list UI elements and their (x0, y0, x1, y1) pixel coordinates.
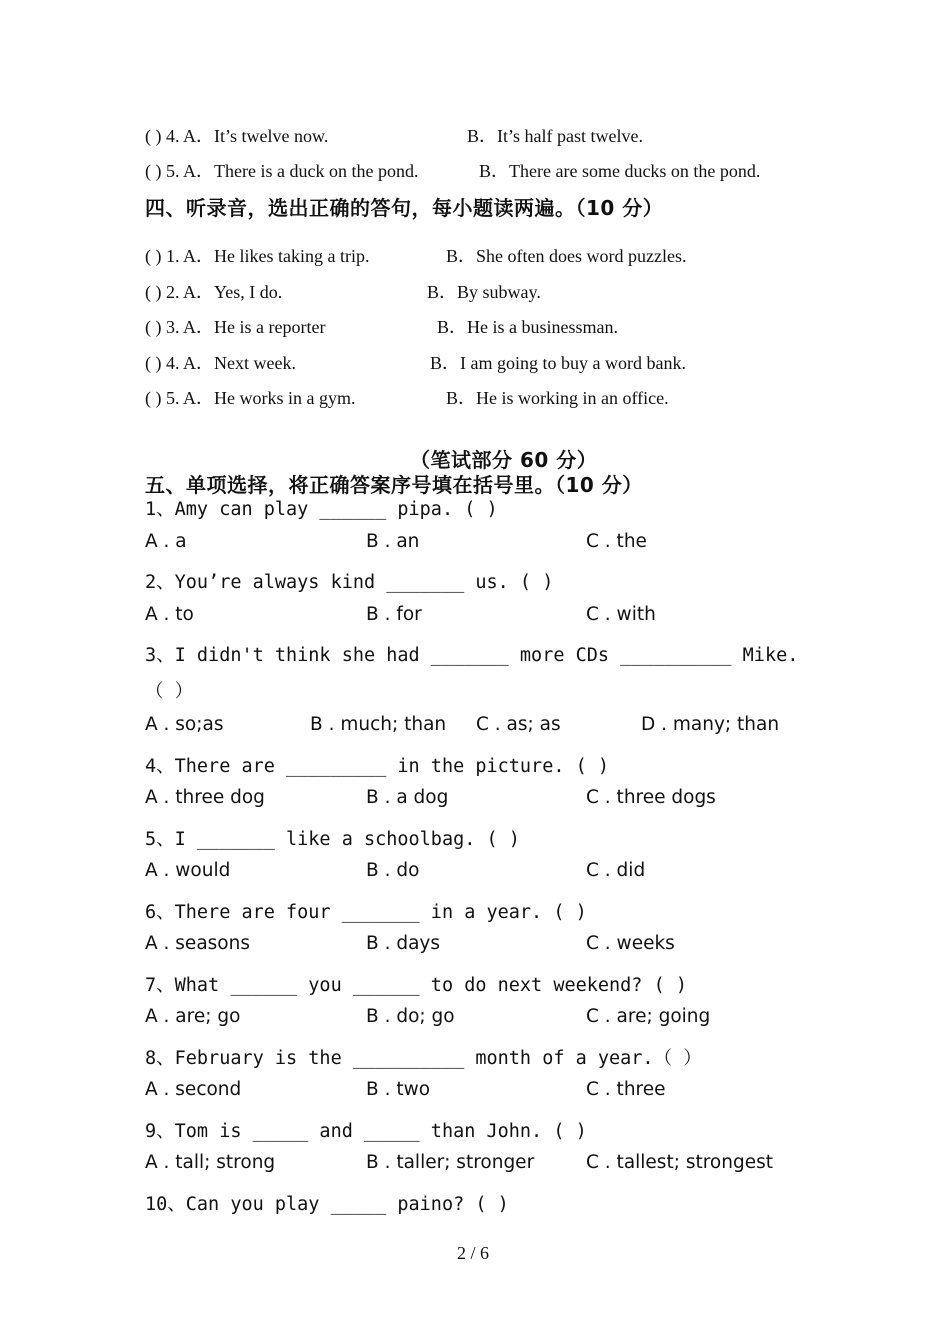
answer-paren[interactable]: ( ) 2. (145, 282, 180, 302)
section-5-title: 五、单项选择，将正确答案序号填在括号里。（10 分） (145, 473, 643, 497)
question-9: 9、Tom is _____ and _____ than John. ( ) (145, 1121, 587, 1142)
option-b: B．I am going to buy a word bank. (430, 353, 686, 373)
option-b: B．He is a businessman. (437, 317, 618, 337)
answer-paren[interactable]: ( ) 1. (145, 246, 180, 266)
question-3: 3、I didn't think she had _______ more CDs __________ Mike. (145, 645, 799, 666)
option-c[interactable]: C . three (586, 1079, 666, 1100)
option-b: B．It’s half past twelve. (467, 126, 643, 146)
answer-paren[interactable]: ( ) 5. (145, 388, 180, 408)
option-b[interactable]: B . taller; stronger (366, 1152, 535, 1173)
written-part-title: （笔试部分 60 分） (410, 448, 598, 472)
option-b[interactable]: B . much; than (310, 714, 447, 735)
listening-item (145, 122, 328, 148)
question-8: 8、February is the __________ month of a year.（ ） (145, 1048, 702, 1069)
question-5: 5、I _______ like a schoolbag. ( ) (145, 829, 520, 850)
question-2: 2、You’re always kind _______ us. ( ) (145, 572, 554, 593)
listening-item (145, 242, 369, 268)
option-c[interactable]: C . as; as (476, 714, 561, 735)
listening-item (145, 349, 296, 375)
option-b: B．There are some ducks on the pond. (479, 161, 761, 181)
option-b: B．He is working in an office. (446, 388, 669, 408)
option-a: A．There is a duck on the pond. (183, 161, 419, 181)
option-c[interactable]: C . tallest; strongest (586, 1152, 773, 1173)
option-a[interactable]: A . would (145, 860, 231, 881)
option-c[interactable]: C . weeks (586, 933, 675, 954)
option-a[interactable]: A . so;as (145, 714, 224, 735)
answer-paren[interactable]: ( ) 5. (145, 161, 180, 181)
option-a[interactable]: A . are; go (145, 1006, 241, 1027)
option-a: A．He is a reporter (183, 317, 326, 337)
option-d[interactable]: D . many; than (641, 714, 780, 735)
option-a: A．He likes taking a trip. (183, 246, 370, 266)
page-number: 2 / 6 (457, 1243, 490, 1263)
option-b[interactable]: B . days (366, 933, 440, 954)
option-a[interactable]: A . tall; strong (145, 1152, 276, 1173)
option-c[interactable]: C . did (586, 860, 646, 881)
option-c[interactable]: C . three dogs (586, 787, 716, 808)
option-b[interactable]: B . a dog (366, 787, 449, 808)
option-a[interactable]: A . to (145, 604, 194, 625)
option-b[interactable]: B . two (366, 1079, 431, 1100)
listening-item (145, 313, 325, 339)
option-c[interactable]: C . the (586, 531, 647, 552)
answer-paren[interactable]: （ ） (145, 681, 194, 702)
listening-item (145, 157, 418, 183)
answer-paren[interactable]: ( ) 4. (145, 126, 180, 146)
option-b: B．She often does word puzzles. (446, 246, 687, 266)
answer-paren[interactable]: ( ) 3. (145, 317, 180, 337)
option-b: B．By subway. (427, 282, 541, 302)
question-6: 6、There are four _______ in a year. ( ) (145, 902, 587, 923)
answer-paren[interactable]: ( ) 4. (145, 353, 180, 373)
option-a: A．Yes, I do. (183, 282, 283, 302)
option-b[interactable]: B . do; go (366, 1006, 455, 1027)
option-a[interactable]: A . second (145, 1079, 242, 1100)
question-1: 1、Amy can play ______ pipa. ( ) (145, 499, 498, 520)
option-a[interactable]: A . seasons (145, 933, 250, 954)
question-10: 10、Can you play _____ paino? ( ) (145, 1194, 509, 1215)
option-a: A．Next week. (183, 353, 296, 373)
listening-item (145, 384, 356, 410)
option-a[interactable]: A . three dog (145, 787, 265, 808)
listening-item (145, 278, 282, 304)
option-b[interactable]: B . for (366, 604, 422, 625)
question-4: 4、There are _________ in the picture. ( ) (145, 756, 610, 777)
option-c[interactable]: C . are; going (586, 1006, 711, 1027)
option-b[interactable]: B . do (366, 860, 420, 881)
option-a: A．It’s twelve now. (183, 126, 329, 146)
option-b[interactable]: B . an (366, 531, 420, 552)
option-a[interactable]: A . a (145, 531, 187, 552)
option-a: A．He works in a gym. (183, 388, 356, 408)
section-4-title: 四、听录音，选出正确的答句，每小题读两遍。（10 分） (145, 196, 664, 220)
option-c[interactable]: C . with (586, 604, 656, 625)
question-7: 7、What ______ you ______ to do next weekend? ( ) (145, 975, 687, 996)
